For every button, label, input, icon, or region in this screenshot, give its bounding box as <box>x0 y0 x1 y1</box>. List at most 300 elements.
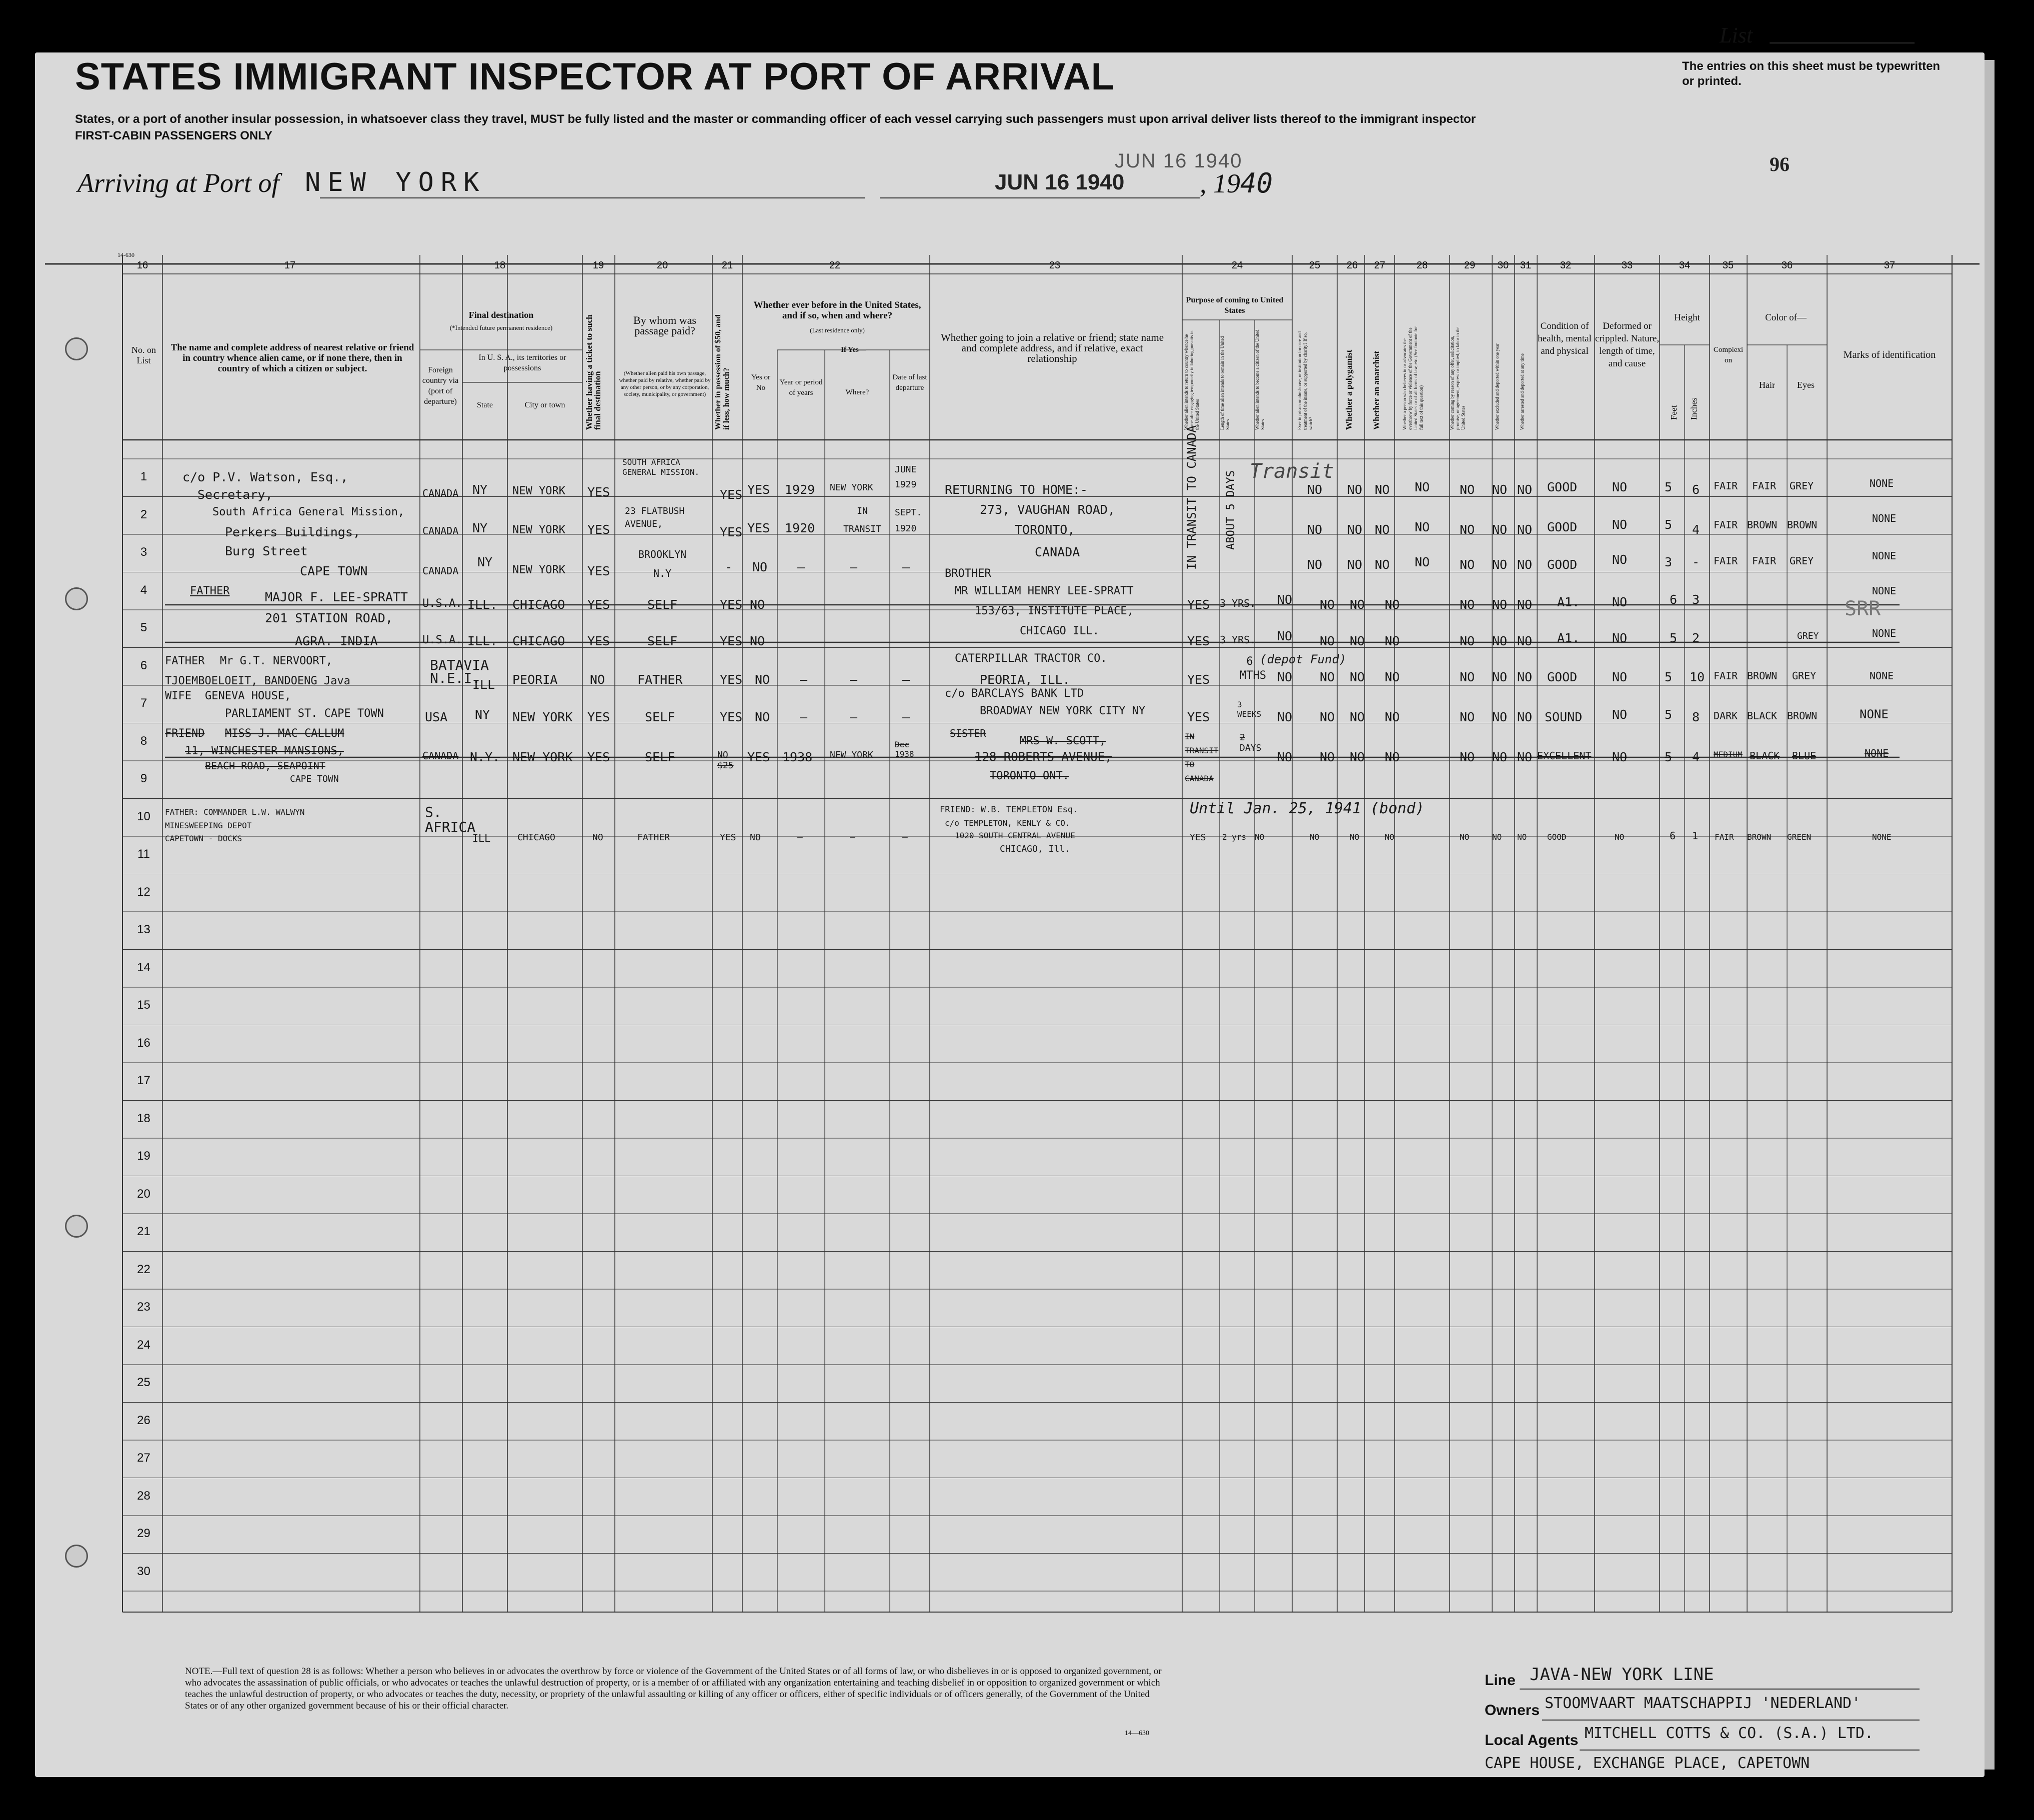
row7-state: NY <box>475 707 490 722</box>
row8-relative4: CAPE TOWN <box>290 774 339 784</box>
header-col26: Whether a polygamist <box>1344 349 1354 430</box>
row7-paid: SELF <box>645 710 675 724</box>
row6-foreign: BATAVIA N.E.I. <box>430 657 489 686</box>
row8-foreign: CANADA <box>422 750 459 762</box>
row6-money: YES <box>720 672 743 687</box>
row8-relative: MISS J. MAC CALLUM <box>225 727 344 740</box>
column-number-25: 25 <box>1309 260 1321 271</box>
row10-ticket: NO <box>592 832 603 843</box>
row7-q28: NO <box>1385 710 1400 724</box>
header-col31: Whether arrested and deported at any time <box>1520 353 1525 430</box>
row7-inches: 8 <box>1692 710 1700 724</box>
row10-join2: c/o TEMPLETON, KENLY & CO. <box>945 818 1070 828</box>
row-number-14: 14 <box>137 960 150 974</box>
header-col35: Complexion <box>1713 346 1744 364</box>
column-number-21: 21 <box>721 260 733 271</box>
header-p24b: Length of time alien intends to remain in the United States <box>1220 336 1230 430</box>
row5-before: NO <box>750 634 765 648</box>
row-number-20: 20 <box>137 1187 150 1201</box>
row7-relative2: PARLIAMENT ST. CAPE TOWN <box>225 707 384 720</box>
row-number-11: 11 <box>137 847 150 861</box>
column-number-26: 26 <box>1346 260 1358 271</box>
row1-inches: 6 <box>1692 482 1700 497</box>
row-number-12: 12 <box>137 885 150 899</box>
row2-q29: NO <box>1460 522 1475 537</box>
row1-eyes: GREY <box>1790 480 1814 492</box>
row10-date: — <box>902 832 908 843</box>
row4-join2: 153/63, INSTITUTE PLACE, <box>975 605 1134 617</box>
row6-q28: NO <box>1385 670 1400 684</box>
row8-marks: NONE <box>1865 747 1889 759</box>
header-col24: Purpose of coming to United States <box>1186 296 1284 315</box>
row3-hair: FAIR <box>1752 555 1777 567</box>
row10-p24: YES <box>1190 832 1206 843</box>
header-city: City or town <box>524 401 565 409</box>
row1-q30: NO <box>1492 482 1508 497</box>
row-number-7: 7 <box>140 696 147 710</box>
row4-inches: 3 <box>1692 592 1700 607</box>
row2-relative2: Perkers Buildings, <box>225 525 360 539</box>
header-col32: Condition of health, mental and physical <box>1538 321 1592 356</box>
row7-p24b: 3 WEEKS <box>1237 700 1262 719</box>
row4-q28: NO <box>1385 597 1400 612</box>
row10-q27: NO <box>1350 832 1360 842</box>
column-number-30: 30 <box>1497 260 1509 271</box>
row8-city: NEW YORK <box>512 750 573 764</box>
row7-ticket: YES <box>587 710 610 724</box>
row5-eyes: GREY <box>1797 631 1819 641</box>
row3-before: NO <box>752 560 768 574</box>
row1-join: RETURNING TO HOME:- <box>945 482 1088 497</box>
row5-health: A1. <box>1557 631 1580 645</box>
row8-q29: NO <box>1460 750 1475 764</box>
header-col37: Marks of identification <box>1843 349 1936 360</box>
row3-ticket: YES <box>587 564 610 578</box>
year-prefix: , 19 <box>1200 168 1240 198</box>
row4-relative: MAJOR F. LEE-SPRATT <box>265 590 408 604</box>
header-year: Year or period of years <box>779 378 823 397</box>
row6-q25: NO <box>1277 670 1293 684</box>
row2-q27: NO <box>1375 522 1390 537</box>
row1-where: NEW YORK <box>830 482 873 493</box>
header-col36: Color of— <box>1765 312 1807 323</box>
row10-join: FRIEND: W.B. TEMPLETON Esq. <box>940 805 1078 815</box>
row7-join2: BROADWAY NEW YORK CITY NY <box>980 705 1146 717</box>
row3-year: — <box>797 560 805 574</box>
row3-q27: NO <box>1375 557 1390 572</box>
row6-year: — <box>800 672 808 687</box>
row8-where: NEW YORK <box>830 750 873 760</box>
port-value: NEW YORK <box>305 167 486 197</box>
row1-marks: NONE <box>1870 477 1894 489</box>
row2-eyes: BROWN <box>1787 519 1818 531</box>
row4-q27: NO <box>1350 597 1365 612</box>
row7-date: — <box>902 710 910 724</box>
row8-ticket: YES <box>587 750 610 764</box>
page-subtitle: States, or a port of another insular possession, in whatsoever class they travel, MUST be fully listed and the master or commanding officer of each vessel carrying such passengers must upon arrival deliver lists thereof to the immigrant inspector <box>75 112 1476 126</box>
header-hair: Hair <box>1759 380 1775 390</box>
row4-p24: YES <box>1187 597 1210 612</box>
row10-year: — <box>797 832 803 843</box>
row3-health: GOOD <box>1547 557 1578 572</box>
row3-marks: NONE <box>1872 550 1897 562</box>
column-number-36: 36 <box>1781 260 1793 271</box>
row7-health: SOUND <box>1545 710 1583 724</box>
row-number-10: 10 <box>137 809 150 823</box>
row3-q31: NO <box>1517 557 1533 572</box>
row-number-18: 18 <box>137 1111 150 1125</box>
row10-q26: NO <box>1310 832 1320 842</box>
footnote-question-28: NOTE.—Full text of question 28 is as follows: Whether a person who believes in or advocates the overthrow by force or violence of the Government of the United States or of all forms of law, or who disbelieves in or is opposed to organized government, or who advocates the assassination of public officials, or who advocates or teaches the unlawful destruction of property, or is a member of or affiliated with any organization entertaining and teaching disbelief in or opposition to organized government or which teaches the unlawful destruction of property, or who advocates or teaches the duty, necessity, or propriety of the unlawful assaulting or killing of any officer or officers, either of specific individuals or of officers generally, of the Government of the United States or of any other organized government because of his or their official character. <box>185 1666 1162 1711</box>
passenger-class: FIRST-CABIN PASSENGERS ONLY <box>75 129 272 142</box>
row3-state: NY <box>477 555 493 569</box>
header-col27: Whether an anarchist <box>1372 350 1381 430</box>
row6-relative-tag: FATHER <box>165 655 205 667</box>
row10-q29: NO <box>1460 832 1470 842</box>
row2-q26: NO <box>1347 522 1363 537</box>
row1-health: GOOD <box>1547 480 1578 494</box>
row7-q31: NO <box>1517 710 1533 724</box>
row6-inches: 10 <box>1690 670 1705 684</box>
header-yes-no: Yes or No <box>751 373 771 392</box>
row6-marks: NONE <box>1870 670 1894 682</box>
row2-relative: South Africa General Mission, <box>212 506 405 518</box>
header-date-departure: Date of last departure <box>892 373 927 392</box>
row10-city: CHICAGO <box>517 832 555 843</box>
row7-where: — <box>850 710 858 724</box>
header-col17: The name and complete address of nearest relative or friend in country whence alien came, or if none there, then in country of which a citizen or subject. <box>170 342 414 374</box>
row8-money: NO $25 <box>717 750 734 771</box>
row-number-29: 29 <box>137 1527 150 1540</box>
row-number-15: 15 <box>137 998 150 1012</box>
row2-date: SEPT. 1920 <box>895 507 922 534</box>
entries-note: The entries on this sheet must be typewritten or printed. <box>1682 59 1941 88</box>
row2-join: 273, VAUGHAN ROAD, <box>980 502 1115 517</box>
row8-health: EXCELLENT <box>1537 750 1592 762</box>
row1-feet: 5 <box>1665 480 1673 494</box>
row8-p24b: 2 DAYS <box>1240 732 1262 753</box>
row10-p24b: 2 yrs <box>1222 832 1247 842</box>
row-number-8: 8 <box>140 734 147 748</box>
row8-state: N.Y. <box>470 750 500 764</box>
row1-q31: NO <box>1517 482 1533 497</box>
row4-q31: NO <box>1517 597 1533 612</box>
column-number-32: 32 <box>1560 260 1572 271</box>
owners-value: STOOMVAART MAATSCHAPPIJ 'NEDERLAND' <box>1545 1695 1861 1712</box>
row10-hair: BROWN <box>1747 832 1772 842</box>
header-in-usa: In U. S. A., its territories or possessions <box>478 353 566 372</box>
row10-state: ILL <box>472 832 491 844</box>
row10-before: NO <box>750 832 761 843</box>
row6-p24b: 6 MTHS <box>1240 655 1266 682</box>
column-number-20: 20 <box>656 260 668 271</box>
row8-relative3: BEACH ROAD, SEAPOINT <box>205 760 325 772</box>
column-number-17: 17 <box>284 260 296 271</box>
row4-before: NO <box>750 597 765 612</box>
row6-date: — <box>902 672 910 687</box>
column-number-27: 27 <box>1374 260 1386 271</box>
row4-q29: NO <box>1460 597 1475 612</box>
header-where: Where? <box>845 388 869 396</box>
row6-join: CATERPILLAR TRACTOR CO. <box>955 652 1107 665</box>
row5-deformed: NO <box>1612 631 1628 645</box>
row-number-6: 6 <box>140 658 147 672</box>
list-label: List <box>1720 23 1753 47</box>
header-col21: Whether in possession of $50, and if less, how much? <box>714 314 731 430</box>
row5-city: CHICAGO <box>512 634 565 648</box>
header-inches: Inches <box>1689 397 1699 420</box>
row10-q25: NO <box>1255 832 1265 842</box>
row1-transit-note: Transit <box>1250 460 1334 483</box>
row10-q28: NO <box>1385 832 1395 842</box>
date-stamp: JUN 16 1940 <box>1115 150 1243 172</box>
header-col34: Height <box>1674 312 1700 323</box>
row5-ticket: YES <box>587 634 610 648</box>
column-number-19: 19 <box>592 260 604 271</box>
header-col29: Whether coming by reason of any offer, solicitation, promise, or agreement, express or implied, to labor in the United States <box>1450 326 1466 430</box>
column-number-24: 24 <box>1231 260 1243 271</box>
row3-q30: NO <box>1492 557 1508 572</box>
row7-join: c/o BARCLAYS BANK LTD <box>945 687 1084 700</box>
row6-eyes: GREY <box>1792 670 1817 682</box>
row3-relative: Burg Street <box>225 544 308 558</box>
row6-feet: 5 <box>1665 670 1673 684</box>
row4-q30: NO <box>1492 597 1508 612</box>
column-number-18: 18 <box>494 260 506 271</box>
row1-q26: NO <box>1347 482 1363 497</box>
row3-inches: - <box>1692 555 1700 569</box>
row3-q26: NO <box>1347 557 1363 572</box>
column-number-31: 31 <box>1520 260 1532 271</box>
header-col20: By whom was passage paid? <box>633 314 696 337</box>
row-number-19: 19 <box>137 1149 150 1163</box>
row10-q31: NO <box>1517 832 1527 842</box>
row8-join3: TORONTO ONT. <box>990 770 1069 782</box>
arriving-label: Arriving at Port of <box>77 168 279 198</box>
row3-date: — <box>902 560 910 574</box>
header-foreign-country: Foreign country via (port of departure) <box>422 366 459 406</box>
row3-q28: NO <box>1415 555 1430 569</box>
row4-relative2: 201 STATION ROAD, <box>265 611 393 625</box>
row5-join: CHICAGO ILL. <box>1020 625 1099 637</box>
column-number-16: 16 <box>136 260 148 271</box>
row7-foreign: USA <box>425 710 448 724</box>
row7-feet: 5 <box>1665 707 1673 722</box>
header-col22-sub: (Last residence only) <box>810 326 865 334</box>
row1-relative: c/o P.V. Watson, Esq., <box>182 470 348 484</box>
row8-p24: IN TRANSIT TO CANADA <box>1185 732 1219 783</box>
row8-complexion: MEDIUM <box>1714 750 1743 759</box>
row7-deformed: NO <box>1612 707 1628 722</box>
row4-state: ILL. <box>467 597 498 612</box>
row7-q27: NO <box>1350 710 1365 724</box>
row4-p24b: 3 YRS. <box>1220 597 1256 609</box>
row1-before: YES <box>747 482 770 497</box>
row10-complexion: FAIR <box>1715 832 1734 842</box>
row10-marks: NONE <box>1872 832 1892 842</box>
row5-feet: 5 <box>1670 631 1678 645</box>
row8-q30: NO <box>1492 750 1508 764</box>
row8-paid: SELF <box>645 750 675 764</box>
owners-underline <box>1542 1720 1920 1721</box>
row2-city: NEW YORK <box>512 524 565 536</box>
row-number-25: 25 <box>137 1376 150 1389</box>
row10-money: YES <box>720 832 736 843</box>
row5-p24b: 3 YRS. <box>1220 634 1256 646</box>
row8-feet: 5 <box>1665 750 1673 764</box>
header-col23: Whether going to join a relative or friend; state name and complete address, and if relative, exact relationship <box>940 331 1164 364</box>
row4-health: A1. <box>1557 595 1580 609</box>
header-if-yes: If Yes— <box>841 346 866 354</box>
row-number-2: 2 <box>140 507 147 521</box>
row3-complexion: FAIR <box>1714 555 1738 567</box>
row7-p24: YES <box>1187 710 1210 724</box>
column-number-22: 22 <box>829 260 841 271</box>
row6-health: GOOD <box>1547 670 1578 684</box>
row7-q30: NO <box>1492 710 1508 724</box>
row1-q29: NO <box>1460 482 1475 497</box>
column-number-37: 37 <box>1884 260 1896 271</box>
row10-eyes: GREEN <box>1787 832 1812 842</box>
row2-ticket: YES <box>587 522 610 537</box>
row1-p24b: ABOUT 5 DAYS <box>1225 470 1237 550</box>
column-number-33: 33 <box>1621 260 1633 271</box>
row4-join: MR WILLIAM HENRY LEE-SPRATT <box>955 585 1134 597</box>
row7-q26: NO <box>1320 710 1335 724</box>
column-number-35: 35 <box>1722 260 1734 271</box>
row6-city: PEORIA <box>512 672 558 687</box>
header-p24c: Whether alien intends to become a citizen of the United States <box>1255 329 1265 430</box>
year-value: 40 <box>1240 167 1273 199</box>
row8-join2: 128 ROBERTS AVENUE, <box>975 750 1112 764</box>
row1-hair: FAIR <box>1752 480 1777 492</box>
row-number-21: 21 <box>137 1225 150 1238</box>
row5-paid: SELF <box>647 634 678 648</box>
row-number-9: 9 <box>140 772 147 785</box>
row2-join2: TORONTO, <box>1015 522 1075 537</box>
row10-join3: 1020 SOUTH CENTRAL AVENUE <box>955 831 1075 840</box>
row3-eyes: GREY <box>1790 555 1814 567</box>
row4-city: CHICAGO <box>512 597 565 612</box>
row10-q30: NO <box>1492 832 1502 842</box>
row5-q29: NO <box>1460 634 1475 648</box>
row10-foreign: S. AFRICA <box>425 804 476 835</box>
row4-ticket: YES <box>587 597 610 612</box>
row2-q28: NO <box>1415 520 1430 534</box>
header-col19: Whether having a ticket to such final destination <box>584 314 602 430</box>
row10-relative3: CAPETOWN - DOCKS <box>165 834 242 843</box>
row3-q29: NO <box>1460 557 1475 572</box>
row2-q31: NO <box>1517 522 1533 537</box>
row1-deformed: NO <box>1612 480 1628 494</box>
row5-inches: 2 <box>1692 631 1700 645</box>
row2-hair: BROWN <box>1747 519 1778 531</box>
row5-p24: YES <box>1187 634 1210 648</box>
row2-year: 1920 <box>785 521 815 535</box>
form-code: 14-630 <box>117 251 134 258</box>
row6-relative2: TJOEMBOELOEIT, BANDOENG Java <box>165 675 350 687</box>
header-col28: Whether a person who believes in or advocates the overthrow by force or violence of the Government of the United States or of all forms of law, etc. (See footnote for full text of this question) <box>1402 326 1424 430</box>
row10-join4: CHICAGO, Ill. <box>1000 844 1070 854</box>
column-number-29: 29 <box>1464 260 1476 271</box>
row10-feet: 6 <box>1670 830 1676 842</box>
row7-money: YES <box>720 710 743 724</box>
agents-address: CAPE HOUSE, EXCHANGE PLACE, CAPETOWN <box>1485 1755 1810 1772</box>
row6-paid: FATHER <box>637 672 683 687</box>
column-number-34: 34 <box>1679 260 1691 271</box>
page-number: 96 <box>1770 153 1790 175</box>
owners-label: Owners <box>1485 1702 1540 1719</box>
row5-relative: AGRA. INDIA <box>295 634 378 648</box>
row2-state: NY <box>472 521 488 535</box>
row1-q25: NO <box>1307 482 1323 497</box>
row2-feet: 5 <box>1665 517 1673 532</box>
row8-join: MRS W. SCOTT, <box>1020 735 1106 747</box>
row8-q28: NO <box>1385 750 1400 764</box>
row1-ticket: YES <box>587 485 610 499</box>
row4-foreign: U.S.A. <box>422 597 462 610</box>
row10-deformed: NO <box>1615 832 1625 842</box>
row-number-30: 30 <box>137 1564 150 1578</box>
footnote-form-code: 14—630 <box>1125 1730 1149 1737</box>
row2-q25: NO <box>1307 522 1323 537</box>
header-col22: Whether ever before in the United States, and if so, when and where? <box>753 300 921 321</box>
row2-marks: NONE <box>1872 512 1897 524</box>
row6-state: ILL <box>472 677 495 692</box>
line-value: JAVA-NEW YORK LINE <box>1530 1665 1714 1685</box>
row7-relative-tag: WIFE <box>165 690 191 702</box>
row6-join2: PEORIA, ILL. <box>980 672 1070 687</box>
header-col33: Deformed or crippled. Nature, length of time, and cause <box>1595 321 1660 369</box>
row1-state: NY <box>472 482 488 497</box>
row8-q26: NO <box>1320 750 1335 764</box>
row1-q28: NO <box>1415 480 1430 494</box>
row7-year: — <box>800 710 808 724</box>
row3-foreign: CANADA <box>422 565 459 577</box>
row5-q27: NO <box>1350 634 1365 648</box>
row-number-3: 3 <box>140 545 147 559</box>
page-title: STATES IMMIGRANT INSPECTOR AT PORT OF ARRIVAL <box>75 55 1115 98</box>
agents-underline <box>1580 1750 1920 1751</box>
row1-complexion: FAIR <box>1714 480 1738 492</box>
row5-q25: NO <box>1277 629 1293 643</box>
row-number-24: 24 <box>137 1338 150 1352</box>
row2-deformed: NO <box>1612 517 1628 532</box>
row3-relative2: CAPE TOWN <box>300 564 368 578</box>
row-number-4: 4 <box>140 583 147 597</box>
row4-feet: 6 <box>1670 592 1678 607</box>
row2-complexion: FAIR <box>1714 519 1738 531</box>
row8-before: YES <box>747 750 770 764</box>
header-p24a: Whether alien intends to return to country whence he came after engaging temporarily in laboring pursuits in the United States <box>1184 330 1200 430</box>
row3-q25: NO <box>1307 557 1323 572</box>
row-number-26: 26 <box>137 1413 150 1427</box>
row2-money: YES <box>720 525 743 539</box>
row6-hair: BROWN <box>1747 670 1778 682</box>
row1-money: YES <box>720 487 743 502</box>
row4-marks: NONE <box>1872 585 1897 597</box>
row7-relative: GENEVA HOUSE, <box>205 690 291 702</box>
row5-foreign: U.S.A. <box>422 634 462 646</box>
row6-deformed: NO <box>1612 670 1628 684</box>
row7-before: NO <box>755 710 770 724</box>
row1-paid: SOUTH AFRICA GENERAL MISSION. <box>622 457 700 477</box>
row1-p24: IN TRANSIT TO CANADA <box>1185 425 1199 570</box>
row10-paid: FATHER <box>637 832 670 843</box>
header-col20-sub: (Whether alien paid his own passage, whether paid by relative, whether paid by any other person, or by any corporation, society, municipality, or government) <box>619 370 711 397</box>
header-col30: Whether excluded and deported within one year <box>1495 343 1500 430</box>
row4-join-tag: BROTHER <box>945 567 991 580</box>
